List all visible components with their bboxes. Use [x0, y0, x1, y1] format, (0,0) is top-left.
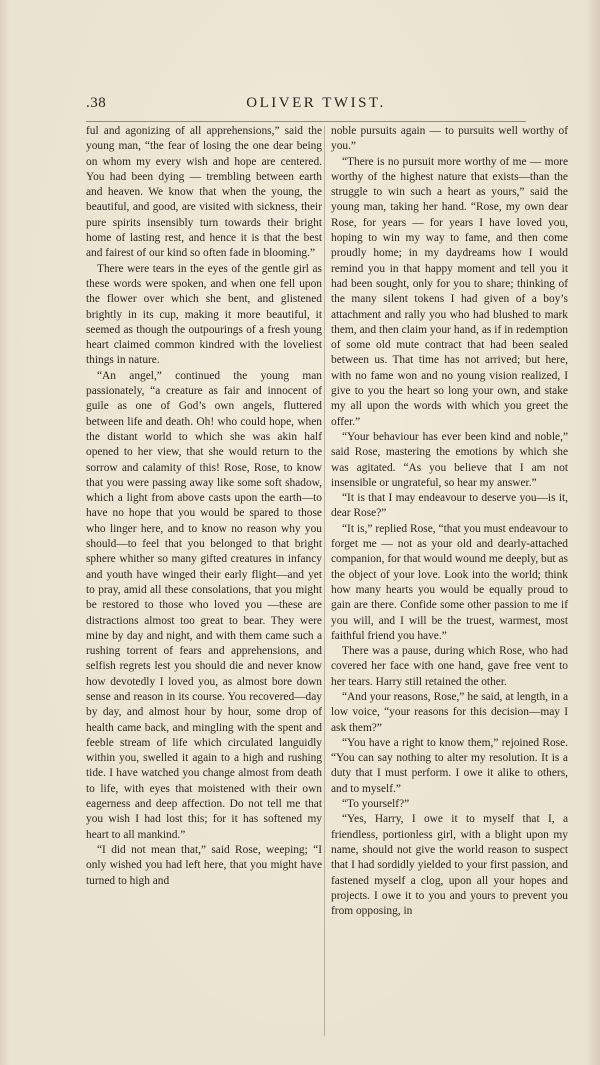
page-header	[86, 95, 526, 117]
paragraph: “Yes, Harry, I owe it to myself that I, a friendless, portionless girl, with a blight upon my name, should not give the world reason to suspect that I had sordidly yielded to your first passion, and fastened myself a clog, upon all your hopes and projects. I owe it to you and yours to prevent you from opposing, in	[331, 813, 568, 918]
page-number: .38	[86, 95, 107, 111]
paragraph: There was a pause, during which Rose, who had covered her face with one hand, gave free vent to her tears. Harry still retained the other.	[331, 645, 568, 688]
paragraph: There were tears in the eyes of the gentle girl as these words were spoken, and when one fell upon the flower over which she bent, and glistened brightly in its cup, making it more beautiful, it seemed as though the outpourings of a fresh young heart claimed common kindred with the loveliest things in nature.	[86, 262, 322, 367]
paragraph: “There is no pursuit more worthy of me — more worthy of the highest nature that exists—than the struggle to win such a heart as yours,” said the young man, taking her hand. “Rose, my own dear Rose, for years — for years I have loved you, hoping to win my way to fame, and then come proudly home; in my daydreams how I would remind you in that happy moment and tell you it had been sought, only for you to share; thinking of the many silent tokens I had given of a boy’s attachment and rally you who had blushed to mark them, and then claim your hand, as if in redemption of some old mute contract that had been sealed between us. That time has not arrived; but here, with no fame won and no young vision realized, I give to you the heart so long your own, and stake my all upon the words with which you greet the offer.”	[331, 155, 568, 428]
running-title: OLIVER TWIST.	[246, 95, 386, 111]
paragraph: “To yourself?”	[342, 798, 410, 811]
paragraph: “You have a right to know them,” rejoined Rose. “You can say nothing to alter my resolution. It is a duty that I must perform. I owe it alike to others, and to myself.”	[331, 736, 568, 795]
page-gutter-shadow	[0, 0, 10, 1065]
column-divider	[324, 126, 325, 1036]
header-rule	[86, 121, 526, 122]
paragraph: “It is,” replied Rose, “that you must endeavour to forget me — not as your old and dearly-attached companion, for that would wound me deeply, but as the object of your love. Look into the world; think how many hearts you would be equally proud to gain are there. Confide some other passion to me if you will, and I will be the truest, warmest, most faithful friend you have.”	[331, 522, 568, 642]
left-column	[86, 124, 322, 889]
paragraph: “And your reasons, Rose,” he said, at length, in a low voice, “your reasons for this decision—may I ask them?”	[331, 690, 568, 734]
paragraph: “Your behaviour has ever been kind and noble,” said Rose, mastering the emotions by which she was agitated. “As you believe that I am not insensible or ungrateful, so hear my answer.”	[331, 430, 568, 489]
page-edge-shadow	[586, 0, 600, 1065]
paragraph: ful and agonizing of all apprehensions,” said the young man, “the fear of losing the one dear being on whom my every wish and hope are centered. You had been dying — trembling between earth and heaven. We know that when the young, the beautiful, and good, are visited with sickness, their pure spirits insensibly turn towards their bright home of lasting rest, and hence it is that the best and fairest of our kind so often fade in blooming.”	[86, 125, 322, 260]
paragraph: “I did not mean that,” said Rose, weeping; “I only wished you had left here, that you might have turned to high and	[86, 843, 322, 887]
paragraph: “An angel,” continued the young man passionately, “a creature as fair and innocent of guile as one of God’s own angels, fluttered between life and death. Oh! who could hope, when the distant world to which she was akin half opened to her view, that she would return to the sorrow and calamity of this! Rose, Rose, to know that you were passing away like some soft shadow, which a light from above casts upon the earth—to have no hope that you would be spared to those who linger here, and to know no reason why you should—to feel that you belonged to that bright sphere whither so many gifted creatures in infancy and youth have winged their early flight—and yet to pray, amid all these consolations, that you might be restored to those who loved you —these are distractions almost too great to bear. They were mine by day and night, and with them came such a rushing torrent of fears and apprehensions, and selfish regrets lest you should die and never know how devotedly I loved you, as almost bore down sense and reason in its course. You recovered—day by day, and almost hour by hour, some drop of health came back, and mingling with the spent and feeble stream of life which circulated languidly within you, swelled it again to a high and rushing tide. I have watched you change almost from death to life, with eyes that moistened with their own eagerness and deep affection. Do not tell me that you wish I had lost this; for it has softened my heart to all mankind.”	[86, 369, 322, 841]
paragraph: noble pursuits again — to pursuits well worthy of you.”	[331, 125, 568, 153]
paragraph: “It is that I may endeavour to deserve you—is it, dear Rose?”	[331, 492, 568, 520]
right-column	[331, 124, 568, 919]
